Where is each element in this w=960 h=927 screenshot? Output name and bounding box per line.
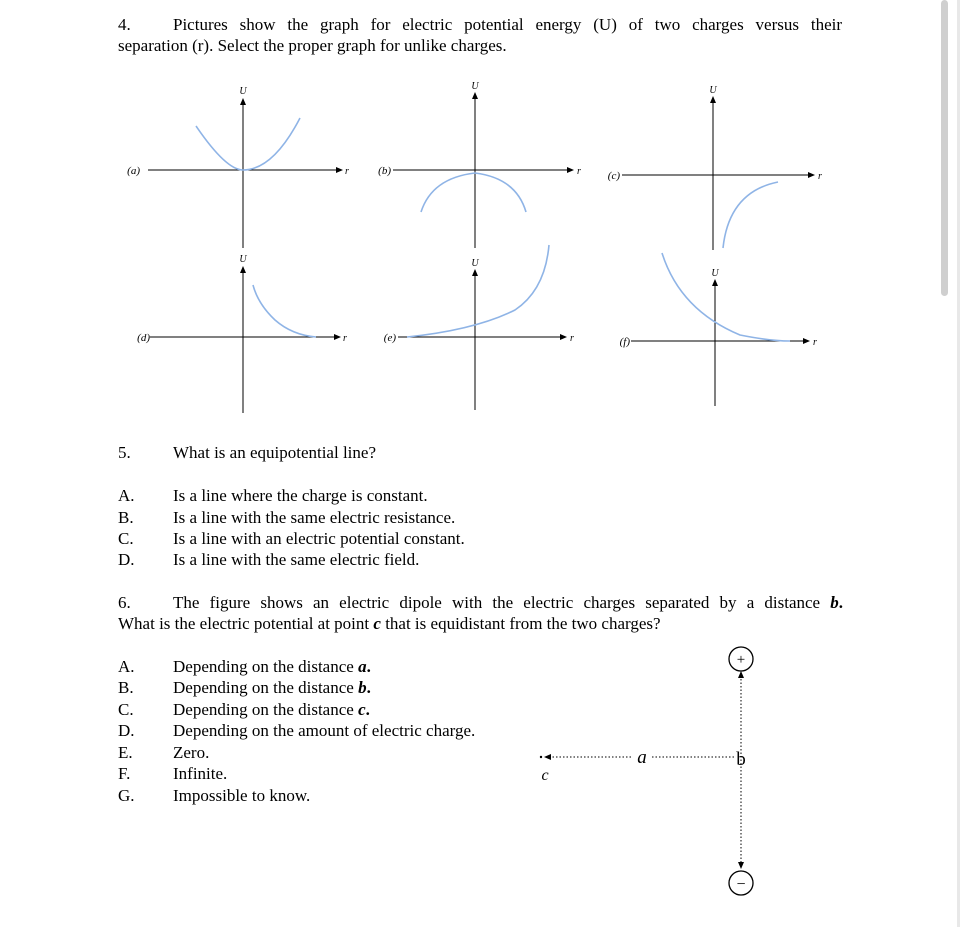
- q6-option-text: Zero.: [173, 743, 210, 762]
- q6-option-text-pre: Depending on the distance: [173, 657, 354, 676]
- q6-option-text: Depending on the distance a.: [173, 657, 371, 676]
- q6-option-letter: F.: [118, 764, 131, 783]
- q6-option-letter: E.: [118, 743, 133, 762]
- q4-number: 4.: [118, 15, 131, 34]
- axis-r-a: r: [345, 166, 349, 177]
- graph-a: [127, 86, 349, 248]
- q5-question: What is an equipotential line?: [173, 443, 376, 462]
- axis-u-d: U: [239, 254, 247, 265]
- q6-line2-var: c: [373, 614, 381, 633]
- point-c-dot: [540, 756, 542, 758]
- curve-f: [662, 253, 790, 341]
- q4-line2: separation (r). Select the proper graph for unlike charges.: [118, 36, 507, 55]
- q6-option-var: b: [358, 678, 367, 697]
- q5-option-letter: A.: [118, 486, 135, 505]
- curve-c: [723, 182, 778, 248]
- q5-option-text: Is a line with the same electric resistance.: [173, 508, 456, 527]
- q6-option-text: Depending on the distance c.: [173, 700, 370, 719]
- graph-e: [384, 245, 574, 410]
- q6-option-letter: A.: [118, 657, 135, 676]
- q6-number: 6.: [118, 593, 131, 612]
- q5-option-letter: C.: [118, 529, 134, 548]
- q5-option-letter: B.: [118, 508, 134, 527]
- label-a: (a): [127, 165, 140, 177]
- dipole-figure: [530, 640, 770, 910]
- q6-option-letter: D.: [118, 721, 135, 740]
- q5-number: 5.: [118, 443, 131, 462]
- axis-u-b: U: [471, 81, 479, 92]
- q5-option-letter: D.: [118, 550, 135, 569]
- q6-option-text-pre: Depending on the distance: [173, 700, 354, 719]
- q6-option-text: Depending on the distance b.: [173, 678, 371, 697]
- label-b: (b): [378, 165, 391, 177]
- label-e: (e): [383, 332, 396, 344]
- curve-a: [196, 118, 300, 170]
- q6-line2-pre: What is the electric potential at point: [118, 614, 370, 633]
- q6-line1-var: b: [830, 593, 839, 612]
- q6-line1: The figure shows an electric dipole with the electric charges separated by a distance b.: [173, 593, 843, 612]
- q4-line1: Pictures show the graph for electric potential energy (U) of two charges versus their: [173, 15, 842, 34]
- q6-option-letter: G.: [118, 786, 135, 805]
- energy-graphs-figure: [0, 75, 960, 420]
- q6-option-var: c: [358, 700, 366, 719]
- label-d: (d): [137, 332, 150, 344]
- curve-d: [253, 285, 316, 337]
- axis-u-e: U: [471, 258, 479, 269]
- graph-f: [620, 253, 817, 406]
- q5-option-text: Is a line with an electric potential constant.: [173, 529, 465, 548]
- axis-u-f: U: [711, 268, 719, 279]
- axis-u-a: U: [239, 86, 247, 97]
- graph-d: [137, 254, 347, 413]
- label-a: a: [637, 747, 647, 768]
- q6-option-text: Depending on the amount of electric charge.: [173, 721, 476, 740]
- q6-option-letter: C.: [118, 700, 134, 719]
- label-b: b: [736, 749, 746, 770]
- axis-r-c: r: [818, 171, 822, 182]
- q6-line1-text: The figure shows an electric dipole with the electric charges separated by a distance: [173, 593, 821, 612]
- q6-line2: [118, 614, 661, 634]
- q6-option-text: Infinite.: [173, 764, 228, 783]
- q5-option-text: Is a line where the charge is constant.: [173, 486, 428, 505]
- label-c: c: [541, 767, 549, 784]
- graph-b: [378, 81, 581, 248]
- q6-option-letter: B.: [118, 678, 134, 697]
- axis-r-e: r: [570, 333, 574, 344]
- label-f: (f): [619, 336, 630, 348]
- q6-line2-post: that is equidistant from the two charges?: [385, 614, 661, 633]
- graph-c: [608, 85, 822, 250]
- q5-option-text: Is a line with the same electric field.: [173, 550, 420, 569]
- plus-sign: +: [736, 652, 746, 668]
- minus-sign: −: [736, 876, 746, 893]
- q6-option-var: a: [358, 657, 367, 676]
- axis-r-b: r: [577, 166, 581, 177]
- curve-b: [421, 173, 526, 212]
- axis-r-d: r: [343, 333, 347, 344]
- q6-option-text: Impossible to know.: [173, 786, 311, 805]
- axis-u-c: U: [709, 85, 717, 96]
- label-c: (c): [607, 170, 620, 182]
- q6-option-text-pre: Depending on the distance: [173, 678, 354, 697]
- axis-r-f: r: [813, 337, 817, 348]
